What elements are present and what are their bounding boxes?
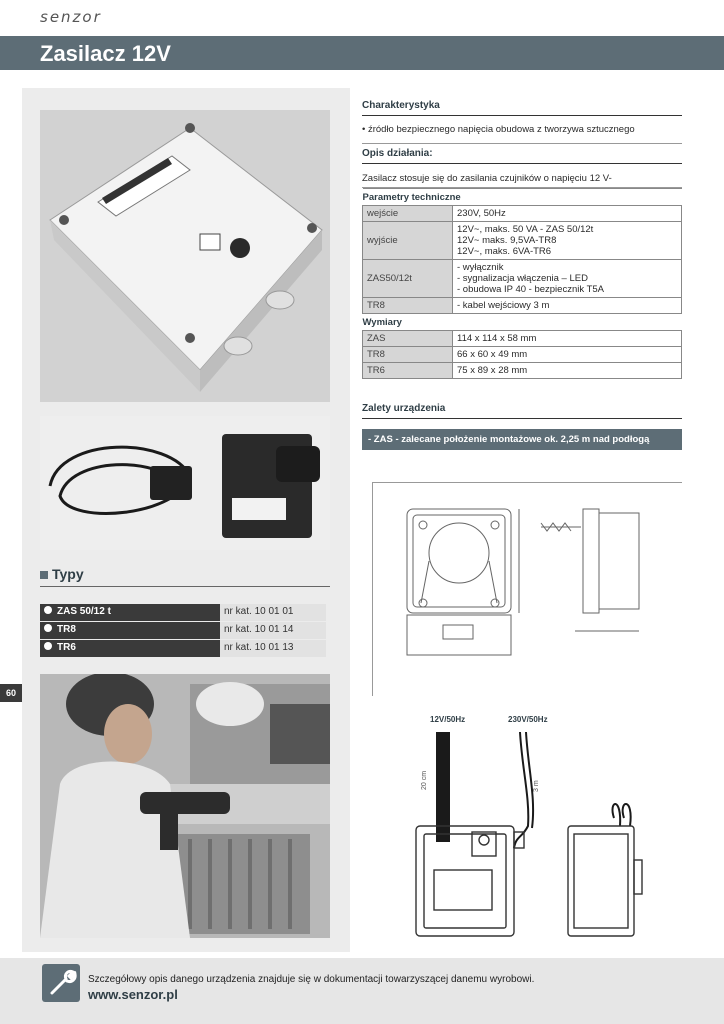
bullet-icon [44,606,52,614]
section-heading: Charakterystyka [362,100,682,116]
wiring-label-right: 230V/50Hz [508,715,548,724]
technical-drawing [372,482,682,696]
bullet-icon [44,624,52,632]
product-photo-transformers [40,416,330,550]
title-bar [22,36,724,70]
table-row: ZAS50/12t - wyłącznik - sygnalizacja włączenia – LED - obudowa IP 40 - bezpiecznik T5A [363,260,682,298]
wrench-icon [42,964,80,1002]
table-row: ZAS 114 x 114 x 58 mm [363,331,682,347]
page-title: Zasilacz 12V [40,41,171,66]
wiring-label-left: 12V/50Hz [430,715,466,724]
table-row: wejście 230V, 50Hz [363,206,682,222]
divider [40,586,330,587]
list-item: TR8 nr kat. 10 01 14 [40,622,326,639]
usage-photo [40,674,330,938]
table-row: TR8 66 x 60 x 49 mm [363,347,682,363]
footer-note: Szczegółowy opis danego urządzenia znajduje się w dokumentacji towarzyszącej danemu wyrobowi. [88,974,535,985]
square-icon [40,571,48,579]
table-row: TR6 75 x 89 x 28 mm [363,363,682,379]
page-number: 60 [0,684,22,702]
types-list [40,604,326,658]
wiring-length-right: 3 m [533,780,540,792]
wiring-drawing [372,708,682,948]
wiring-length-left: 20 cm [421,770,428,790]
product-photo-zas [40,110,330,402]
table-row: wyjście 12V~, maks. 50 VA - ZAS 50/12t 12V~ maks. 9,5VA-TR8 12V~, maks. 6VA-TR6 [363,222,682,260]
table-row: TR8 - kabel wejściowy 3 m [363,298,682,314]
params-table [362,188,682,379]
section-heading: Parametry techniczne [363,189,682,206]
bullet-icon [44,642,52,650]
list-item: TR6 nr kat. 10 01 13 [40,640,326,657]
feature-text: • źródło bezpiecznego napięcia obudowa z tworzywa sztucznego [362,122,682,144]
footer-link[interactable]: www.senzor.pl [88,987,178,1002]
section-heading: Wymiary [363,314,682,331]
list-item: ZAS 50/12 t nr kat. 10 01 01 [40,604,326,621]
types-heading: Typy [40,566,84,582]
description-text: Zasilacz stosuje się do zasilania czujników o napięciu 12 V- [362,170,682,188]
brand-logo: senzor [40,8,102,26]
advantage-banner: - ZAS - zalecane położenie montażowe ok. 2,25 m nad podłogą [362,429,682,450]
section-heading: Opis działania: [362,148,682,164]
section-heading: Zalety urządzenia [362,403,682,419]
spec-column [362,100,682,450]
